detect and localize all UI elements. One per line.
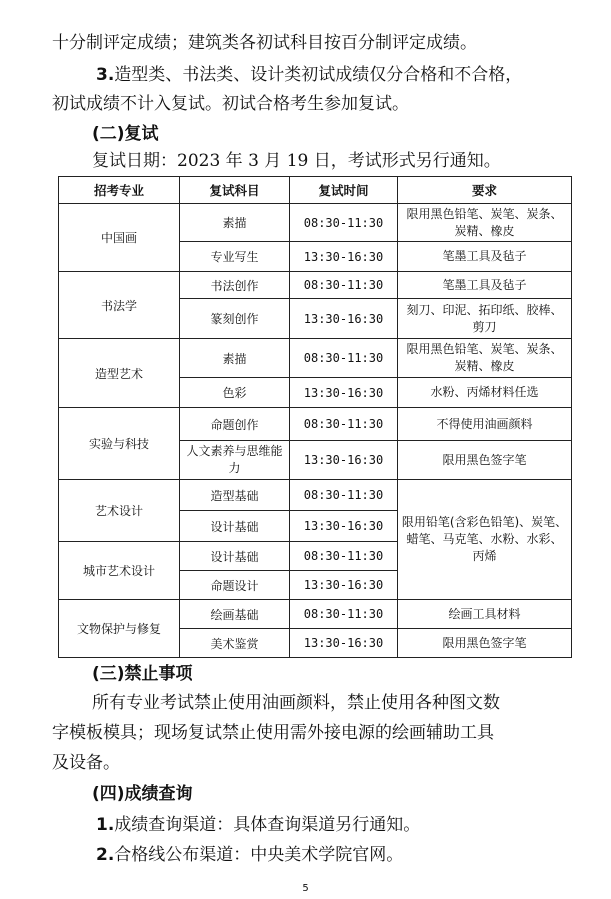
list-item-text: 成绩查询渠道：具体查询渠道另行通知。 [114, 815, 421, 835]
requirement-cell: 刻刀、印泥、拓印纸、胶棒、剪刀 [398, 299, 572, 339]
table-row [59, 204, 572, 242]
subject-cell: 素描 [180, 339, 290, 378]
time-cell: 08:30-11:30 [290, 204, 398, 242]
major-cell: 文物保护与修复 [59, 600, 180, 658]
exam-date-line: 复试日期：2023 年 3 月 19 日，考试形式另行通知。 [92, 151, 501, 171]
time-cell: 13:30-16:30 [290, 242, 398, 272]
item-number: 2. [96, 845, 115, 865]
table-row [59, 408, 572, 441]
subject-cell: 绘画基础 [180, 600, 290, 629]
subject-cell: 专业写生 [180, 242, 290, 272]
requirement-cell: 限用黑色铅笔、炭笔、炭条、炭精、橡皮 [398, 204, 572, 242]
requirement-cell: 绘画工具材料 [398, 600, 572, 629]
schedule-table [58, 176, 572, 658]
time-cell: 08:30-11:30 [290, 272, 398, 299]
list-item [96, 812, 571, 838]
table-row [59, 480, 572, 511]
col-header: 要求 [398, 177, 572, 204]
paragraph-line: 及设备。 [52, 753, 120, 773]
col-header: 复试科目 [180, 177, 290, 204]
requirement-cell: 笔墨工具及毡子 [398, 272, 572, 299]
subject-cell: 色彩 [180, 378, 290, 408]
major-cell: 实验与科技 [59, 408, 180, 480]
time-cell: 13:30-16:30 [290, 629, 398, 658]
time-cell: 08:30-11:30 [290, 542, 398, 571]
requirement-cell: 限用黑色签字笔 [398, 629, 572, 658]
time-cell: 13:30-16:30 [290, 299, 398, 339]
subject-cell: 人文素养与思维能力 [180, 441, 290, 480]
time-cell: 08:30-11:30 [290, 480, 398, 511]
table-row [59, 339, 572, 378]
item-number: 3. [96, 65, 115, 85]
paragraph-line: 所有专业考试禁止使用油画颜料，禁止使用各种图文数 [92, 693, 500, 713]
major-cell: 书法学 [59, 272, 180, 339]
requirement-cell: 限用黑色签字笔 [398, 441, 572, 480]
item-number: 1. [96, 815, 115, 835]
major-cell: 中国画 [59, 204, 180, 272]
major-cell: 艺术设计 [59, 480, 180, 542]
section-heading: (四)成绩查询 [92, 784, 193, 804]
table-row [59, 600, 572, 629]
time-cell: 13:30-16:30 [290, 441, 398, 480]
time-cell: 08:30-11:30 [290, 339, 398, 378]
subject-cell: 素描 [180, 204, 290, 242]
subject-cell: 书法创作 [180, 272, 290, 299]
col-header: 复试时间 [290, 177, 398, 204]
page-number: 5 [302, 883, 309, 894]
requirement-cell: 不得使用油画颜料 [398, 408, 572, 441]
table-header-row [59, 177, 572, 204]
subject-cell: 设计基础 [180, 542, 290, 571]
section-heading: (二)复试 [92, 124, 159, 144]
requirement-cell: 限用黑色铅笔、炭笔、炭条、炭精、橡皮 [398, 339, 572, 378]
requirement-cell: 笔墨工具及毡子 [398, 242, 572, 272]
major-cell: 造型艺术 [59, 339, 180, 408]
subject-cell: 篆刻创作 [180, 299, 290, 339]
requirement-cell: 限用铅笔(含彩色铅笔)、炭笔、蜡笔、马克笔、水粉、水彩、丙烯 [398, 480, 572, 600]
subject-cell: 命题设计 [180, 571, 290, 600]
list-item [96, 842, 571, 868]
section-heading: (三)禁止事项 [92, 664, 193, 684]
list-item-text: 合格线公布渠道：中央美术学院官网。 [114, 845, 404, 865]
time-cell: 13:30-16:30 [290, 571, 398, 600]
major-cell: 城市艺术设计 [59, 542, 180, 600]
col-header: 招考专业 [59, 177, 180, 204]
time-cell: 13:30-16:30 [290, 511, 398, 542]
paragraph-line: 初试成绩不计入复试。初试合格考生参加复试。 [52, 94, 409, 114]
time-cell: 08:30-11:30 [290, 600, 398, 629]
subject-cell: 造型基础 [180, 480, 290, 511]
paragraph-line [96, 62, 571, 88]
table-row [59, 272, 572, 299]
paragraph-line: 十分制评定成绩；建筑类各初试科目按百分制评定成绩。 [52, 33, 477, 53]
paragraph-line: 字模板模具；现场复试禁止使用需外接电源的绘画辅助工具 [52, 723, 494, 743]
subject-cell: 命题创作 [180, 408, 290, 441]
paragraph-text: 造型类、书法类、设计类初试成绩仅分合格和不合格， [114, 65, 523, 85]
time-cell: 13:30-16:30 [290, 378, 398, 408]
requirement-cell: 水粉、丙烯材料任选 [398, 378, 572, 408]
subject-cell: 美术鉴赏 [180, 629, 290, 658]
subject-cell: 设计基础 [180, 511, 290, 542]
time-cell: 08:30-11:30 [290, 408, 398, 441]
